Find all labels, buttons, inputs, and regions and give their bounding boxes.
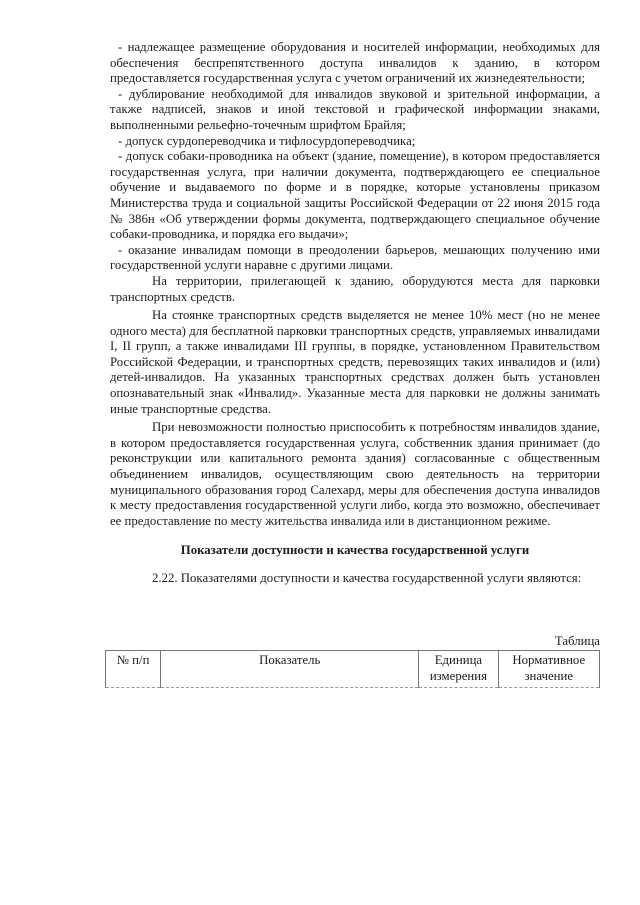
section-heading: Показатели доступности и качества государственной услуги [180,543,530,558]
header-norm: Нормативное значение [498,651,599,688]
header-unit: Единица измерения [419,651,498,688]
header-indicator: Показатель [161,651,419,688]
header-num: № п/п [106,651,161,688]
table-caption: Таблица [554,634,600,648]
paragraph-building-adaptation: При невозможности полностью приспособить к потребностям инвалидов здание, в котором предоставляется государственная услуга, собственник здания принимает (до реконструкции или капитального ремонта здания) согласованные с общественным объединением инвалидов, осуществляющим свою деятельность на территории муниципального образования город Салехард, меры для обеспечения доступа инвалидов к месту предоставления государственной услуги либо, когда это возможно, обеспечивает ее предоставление по месту жительства инвалида или в дистанционном режиме. [110,420,600,528]
clause-2-22: 2.22. Показателями доступности и качества государственной услуги являются: [152,571,582,585]
indicators-table [105,650,600,688]
list-item: - допуск сурдопереводчика и тифлосурдопереводчика; [118,133,416,148]
list-item: - оказание инвалидам помощи в преодолении барьеров, мешающих получению ими государственной услуги наравне с другими лицами. [110,242,600,273]
table-header-row [106,651,600,688]
list-item: - дублирование необходимой для инвалидов звуковой и зрительной информации, а также надписей, знаков и иной текстовой и графической информации знаками, выполненными рельефно-точечным шрифтом Брайля; [110,86,600,132]
list-item: - допуск собаки-проводника на объект (здание, помещение), в котором предоставляется государственная услуга, при наличии документа, подтверждающего ее специальное обучение и выдаваемого по форме и в порядке, которые установлены приказом Министерства труда и социальной защиты Российской Федерации от 22 июня 2015 года № 386н «Об утверждении формы документа, подтверждающего специальное обучение собаки-проводника, и порядка его выдачи»; [110,149,600,242]
paragraph-parking-places: На стоянке транспортных средств выделяется не менее 10% мест (но не менее одного места) для бесплатной парковки транспортных средств, управляемых инвалидами I, II групп, а также инвалидами III группы, в порядке, установленном Правительством Российской Федерации, и транспортных средств, перевозящих таких инвалидов и (или) детей-инвалидов. На указанных транспортных средствах должен быть установлен опознавательный знак «Инвалид». Указанные места для парковки не должны занимать иные транспортные средства. [110,308,600,416]
list-item: - надлежащее размещение оборудования и носителей информации, необходимых для обеспечения беспрепятственного доступа инвалидов к зданию, в котором предоставляется государственная услуга с учетом ограничений их жизнедеятельности; [110,40,600,86]
paragraph-parking-territory: На территории, прилегающей к зданию, оборудуются места для парковки транспортных средств. [110,273,600,304]
document-body [110,40,600,648]
